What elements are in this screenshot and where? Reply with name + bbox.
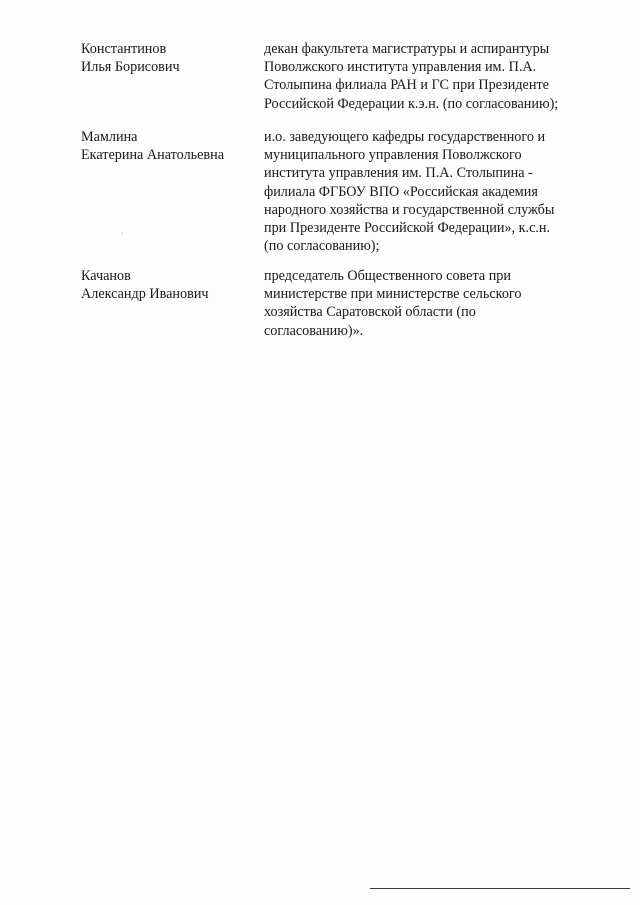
page-bottom-rule [370, 888, 630, 889]
member-surname: Качанов [81, 268, 131, 284]
description-line: института управления им. П.А. Столыпина - [264, 165, 533, 182]
member-given-names: Илья Борисович [81, 59, 180, 76]
description-line: согласованию)». [264, 322, 364, 339]
member-surname: Мамлина [81, 129, 138, 145]
description-line: декан факультета магистратуры и аспирантуры [264, 41, 550, 57]
description-line: министерстве при министерстве сельского [264, 286, 522, 303]
description-line: хозяйства Саратовской области (по [264, 304, 476, 321]
description-line: председатель Общественного совета при [264, 268, 511, 284]
description-line: Поволжского института управления им. П.А. [264, 59, 537, 76]
member-given-names: Екатерина Анатольевна [81, 147, 225, 164]
member-name [81, 267, 251, 303]
description-line: Столыпина филиала РАН и ГС при Президенте [264, 77, 549, 94]
member-surname: Константинов [81, 41, 167, 57]
member-given-names: Александр Иванович [81, 286, 209, 303]
scan-speck [122, 233, 123, 234]
description-line: филиала ФГБОУ ВПО «Российская академия [264, 183, 538, 200]
member-name [81, 40, 251, 76]
description-line: муниципального управления Поволжского [264, 147, 522, 164]
member-description [264, 128, 594, 255]
description-line: и.о. заведующего кафедры государственного и [264, 129, 546, 145]
member-description [264, 40, 594, 113]
description-line: Российской Федерации к.э.н. (по согласованию); [264, 95, 559, 112]
description-line: (по согласованию); [264, 238, 380, 255]
description-line: при Президенте Российской Федерации», к.с.н. [264, 220, 551, 237]
member-description [264, 267, 594, 340]
description-line: народного хозяйства и государственной службы [264, 201, 555, 218]
member-name [81, 128, 251, 164]
